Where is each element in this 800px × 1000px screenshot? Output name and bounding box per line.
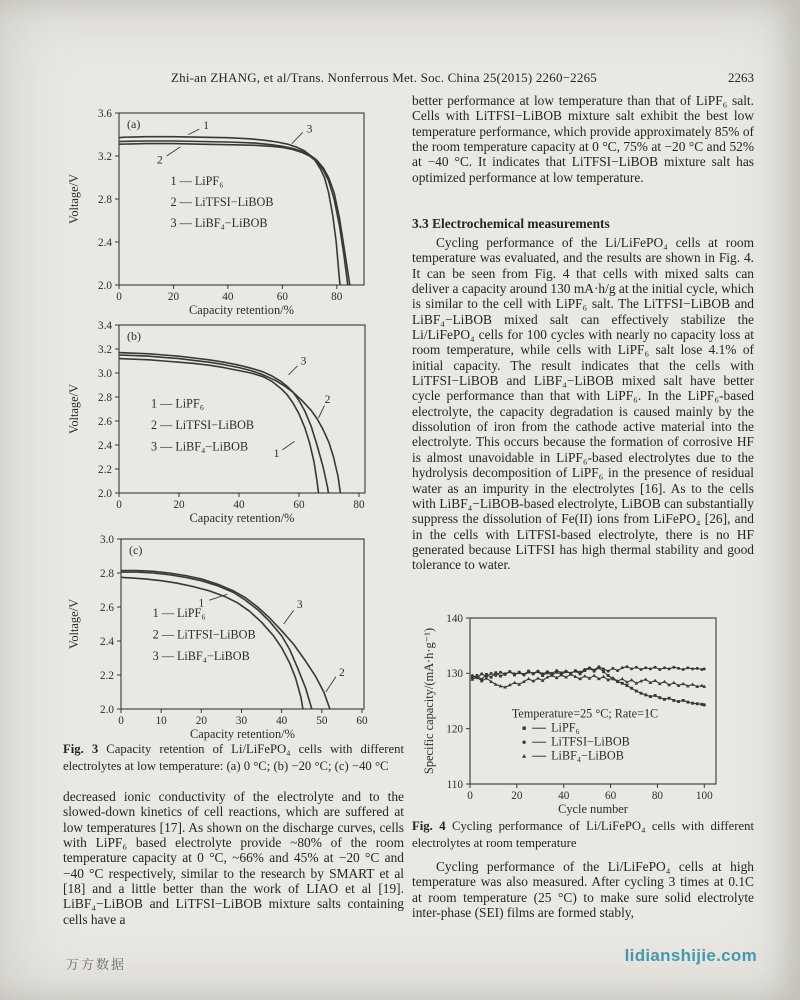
page-number: 2263: [728, 70, 754, 85]
svg-text:60: 60: [276, 291, 288, 303]
svg-text:3.0: 3.0: [100, 533, 114, 546]
svg-text:100: 100: [695, 790, 713, 802]
svg-text:3 — LiBF₄−LiBOB: 3 — LiBF₄−LiBOB: [170, 216, 268, 231]
figure4-caption-label: Fig. 4: [412, 819, 446, 833]
svg-text:2.4: 2.4: [100, 635, 114, 648]
svg-text:1 — LiPF₆: 1 — LiPF₆: [152, 606, 206, 621]
svg-text:80: 80: [353, 499, 365, 511]
svg-text:LiBF₄−LiBOB: LiBF₄−LiBOB: [551, 748, 624, 763]
svg-text:20: 20: [167, 291, 180, 303]
svg-text:2: 2: [339, 666, 345, 679]
svg-text:120: 120: [446, 723, 463, 736]
svg-text:3.4: 3.4: [98, 319, 112, 332]
figure3c-voltage-chart: [63, 531, 397, 741]
svg-text:Capacity retention/%: Capacity retention/%: [189, 303, 294, 317]
right-column-paragraph-bottom: Cycling performance of the Li/LiFePO₄ cells at high temperature was also measured. After cycling 3 times at 0.1C at room temperature (25 °C) to make sure solid electrolyte inter-phase (SEI) films are formed stably,: [412, 859, 754, 921]
wanfang-watermark: 万方数据: [66, 957, 127, 972]
svg-text:LiPF₆: LiPF₆: [551, 720, 580, 735]
svg-text:3 — LiBF₄−LiBOB: 3 — LiBF₄−LiBOB: [150, 439, 249, 454]
svg-text:3.6: 3.6: [98, 107, 112, 120]
svg-text:2: 2: [324, 393, 331, 406]
svg-text:0: 0: [116, 291, 122, 303]
svg-text:1: 1: [203, 119, 209, 132]
svg-text:3.2: 3.2: [98, 343, 112, 356]
svg-text:2.0: 2.0: [98, 487, 112, 500]
svg-text:2.8: 2.8: [100, 567, 114, 580]
svg-text:0: 0: [116, 499, 122, 511]
svg-text:3: 3: [306, 123, 313, 136]
svg-text:LiTFSI−LiBOB: LiTFSI−LiBOB: [551, 734, 630, 749]
svg-text:Cycle number: Cycle number: [558, 802, 628, 816]
right-column-paragraph-cycling: Cycling performance of the Li/LiFePO₄ cells at room temperature was evaluated, and the results are shown in Fig. 4. It can be seen from Fig. 4 that cells with mixed salts can deliver a capacity around 130 mA·h/g at the initial cycle, which is similar to the cell with LiPF₆ salt. The LiTFSI−LiBOB and LiBF₄−LiBOB mixed salt can effectively stabilize the Li/LiFePO₄ cells for 100 cycles with nearly no capacity loss at room temperature, while cells with LiPF₆ salt lose 4.1% of initial capacity. The result indicates that the cells with LiTFSI−LiBOB and LiBF₄−LiBOB mixed salt have better cycle performance than that with LiPF₆. In the LiPF₆-based electrolyte, the capacity degradation is caused mainly by the dissolution of iron from the cathode active material into the electrolyte. This occurs because the formation of corrosive HF is almost unavoidable in LiPF₆-based electrolytes due to the hydrolysis decomposition of LiPF₆ in the presence of residual water as an impurity in the electrolytes [16]. As to the cells with LiBF₄−LiBOB-based electrolyte, LiBOB can substantially suppress the dissolution of Fe(II) ions from LiFePO₄ [26], and in the cells with LiTFSI-based electrolyte, there is no HF generated because LiTFSI has high thermal stability and good tolerance to water.: [412, 235, 754, 573]
svg-text:2: 2: [156, 154, 163, 167]
svg-text:40: 40: [276, 715, 288, 727]
figure3a-voltage-chart: [63, 105, 397, 317]
svg-text:40: 40: [222, 291, 234, 303]
figure4-caption: [412, 818, 754, 851]
svg-text:30: 30: [235, 715, 248, 727]
svg-text:3.0: 3.0: [98, 367, 112, 380]
svg-text:2.8: 2.8: [98, 193, 112, 206]
svg-text:20: 20: [511, 790, 523, 802]
svg-text:1 — LiPF₆: 1 — LiPF₆: [150, 396, 204, 411]
svg-text:(a): (a): [127, 117, 141, 131]
svg-text:3: 3: [300, 355, 307, 368]
svg-text:40: 40: [233, 499, 245, 511]
svg-text:80: 80: [331, 291, 343, 303]
left-column-paragraph: decreased ionic conductivity of the electrolyte and to the slowed-down kinetics of cell reactions, which are suffered at low temperatures [17]. As shown on the discharge curves, cells with LiPF₆ based electrolyte provide ~80% of the room temperature capacity at 0 °C, ~66% and 45% at −20 °C and −40 °C respectively, similar to the research by SMART et al [18] and a little better than the work of LIAO et al [19]. LiBF₄−LiBOB and LiTFSI−LiBOB mixture salts containing cells have a: [63, 789, 404, 927]
figure4-caption-text: Cycling performance of Li/LiFePO₄ cells with different electrolytes at room temperature: [412, 819, 754, 850]
svg-text:80: 80: [651, 790, 664, 802]
svg-text:40: 40: [558, 790, 570, 802]
svg-text:2.0: 2.0: [100, 703, 114, 716]
svg-text:20: 20: [195, 715, 207, 727]
svg-text:60: 60: [356, 715, 368, 727]
svg-text:Specific capacity/(mA·h·g⁻¹): Specific capacity/(mA·h·g⁻¹): [422, 627, 436, 775]
svg-text:140: 140: [446, 612, 463, 625]
section-heading-3-3: 3.3 Electrochemical measurements: [412, 216, 610, 231]
svg-text:Temperature=25 °C; Rate=1C: Temperature=25 °C; Rate=1C: [511, 706, 659, 721]
svg-text:(b): (b): [127, 329, 141, 343]
svg-text:2.6: 2.6: [98, 415, 112, 428]
svg-text:2.2: 2.2: [98, 463, 112, 476]
svg-text:2 — LiTFSI−LiBOB: 2 — LiTFSI−LiBOB: [152, 627, 256, 642]
svg-text:130: 130: [446, 668, 463, 681]
svg-text:Voltage/V: Voltage/V: [67, 598, 81, 650]
site-watermark-link[interactable]: lidianshijie.com: [624, 946, 757, 965]
svg-text:3: 3: [296, 598, 303, 611]
svg-text:60: 60: [293, 499, 305, 511]
svg-text:0: 0: [467, 790, 473, 802]
svg-text:2.2: 2.2: [100, 669, 114, 682]
svg-text:60: 60: [604, 790, 617, 802]
svg-text:2 — LiTFSI−LiBOB: 2 — LiTFSI−LiBOB: [170, 195, 274, 210]
figure3-caption: [63, 741, 404, 774]
svg-text:110: 110: [446, 778, 463, 791]
svg-text:2.0: 2.0: [98, 279, 112, 292]
figure3-caption-text: Capacity retention of Li/LiFePO₄ cells with different electrolytes at low temperature: (a) 0 °C; (b) −20 °C; (c) −40 °C: [63, 742, 405, 773]
svg-text:2.8: 2.8: [98, 391, 112, 404]
svg-text:3.2: 3.2: [98, 150, 112, 163]
running-head: Zhi-an ZHANG, et al/Trans. Nonferrous Met. Soc. China 25(2015) 2260−2265: [170, 70, 597, 85]
svg-text:20: 20: [173, 499, 185, 511]
svg-text:2.4: 2.4: [98, 236, 112, 249]
svg-text:Capacity retention/%: Capacity retention/%: [190, 727, 295, 741]
svg-text:(c): (c): [129, 543, 143, 557]
svg-text:50: 50: [316, 715, 328, 727]
svg-text:2.6: 2.6: [100, 601, 114, 614]
page-header: [60, 70, 754, 86]
figure3-caption-label: Fig. 3: [63, 742, 99, 756]
svg-text:3 — LiBF₄−LiBOB: 3 — LiBF₄−LiBOB: [152, 649, 250, 664]
svg-text:Voltage/V: Voltage/V: [67, 383, 81, 435]
right-column-paragraph-top: better performance at low temperature than that of LiPF₆ salt. Cells with LiTFSI−LiBOB mixture salt exhibit the best low temperature performance, which provide approximately 85% of the room temperature capacity at 0 °C, 75% at −20 °C and 52% at −40 °C. It indicates that LiTFSI−LiBOB mixture salt has optimized performance at low temperature.: [412, 93, 754, 185]
svg-text:1: 1: [273, 447, 280, 460]
figure4-cycling-chart: [418, 610, 752, 816]
svg-text:10: 10: [155, 715, 167, 727]
figure3b-voltage-chart: [63, 317, 397, 529]
svg-text:2.4: 2.4: [98, 439, 112, 452]
svg-text:Capacity retention/%: Capacity retention/%: [189, 511, 295, 525]
svg-text:0: 0: [118, 715, 124, 727]
svg-text:1 — LiPF₆: 1 — LiPF₆: [170, 174, 224, 189]
svg-text:2 — LiTFSI−LiBOB: 2 — LiTFSI−LiBOB: [150, 417, 255, 432]
svg-text:1: 1: [198, 597, 205, 610]
svg-text:Voltage/V: Voltage/V: [67, 173, 81, 225]
